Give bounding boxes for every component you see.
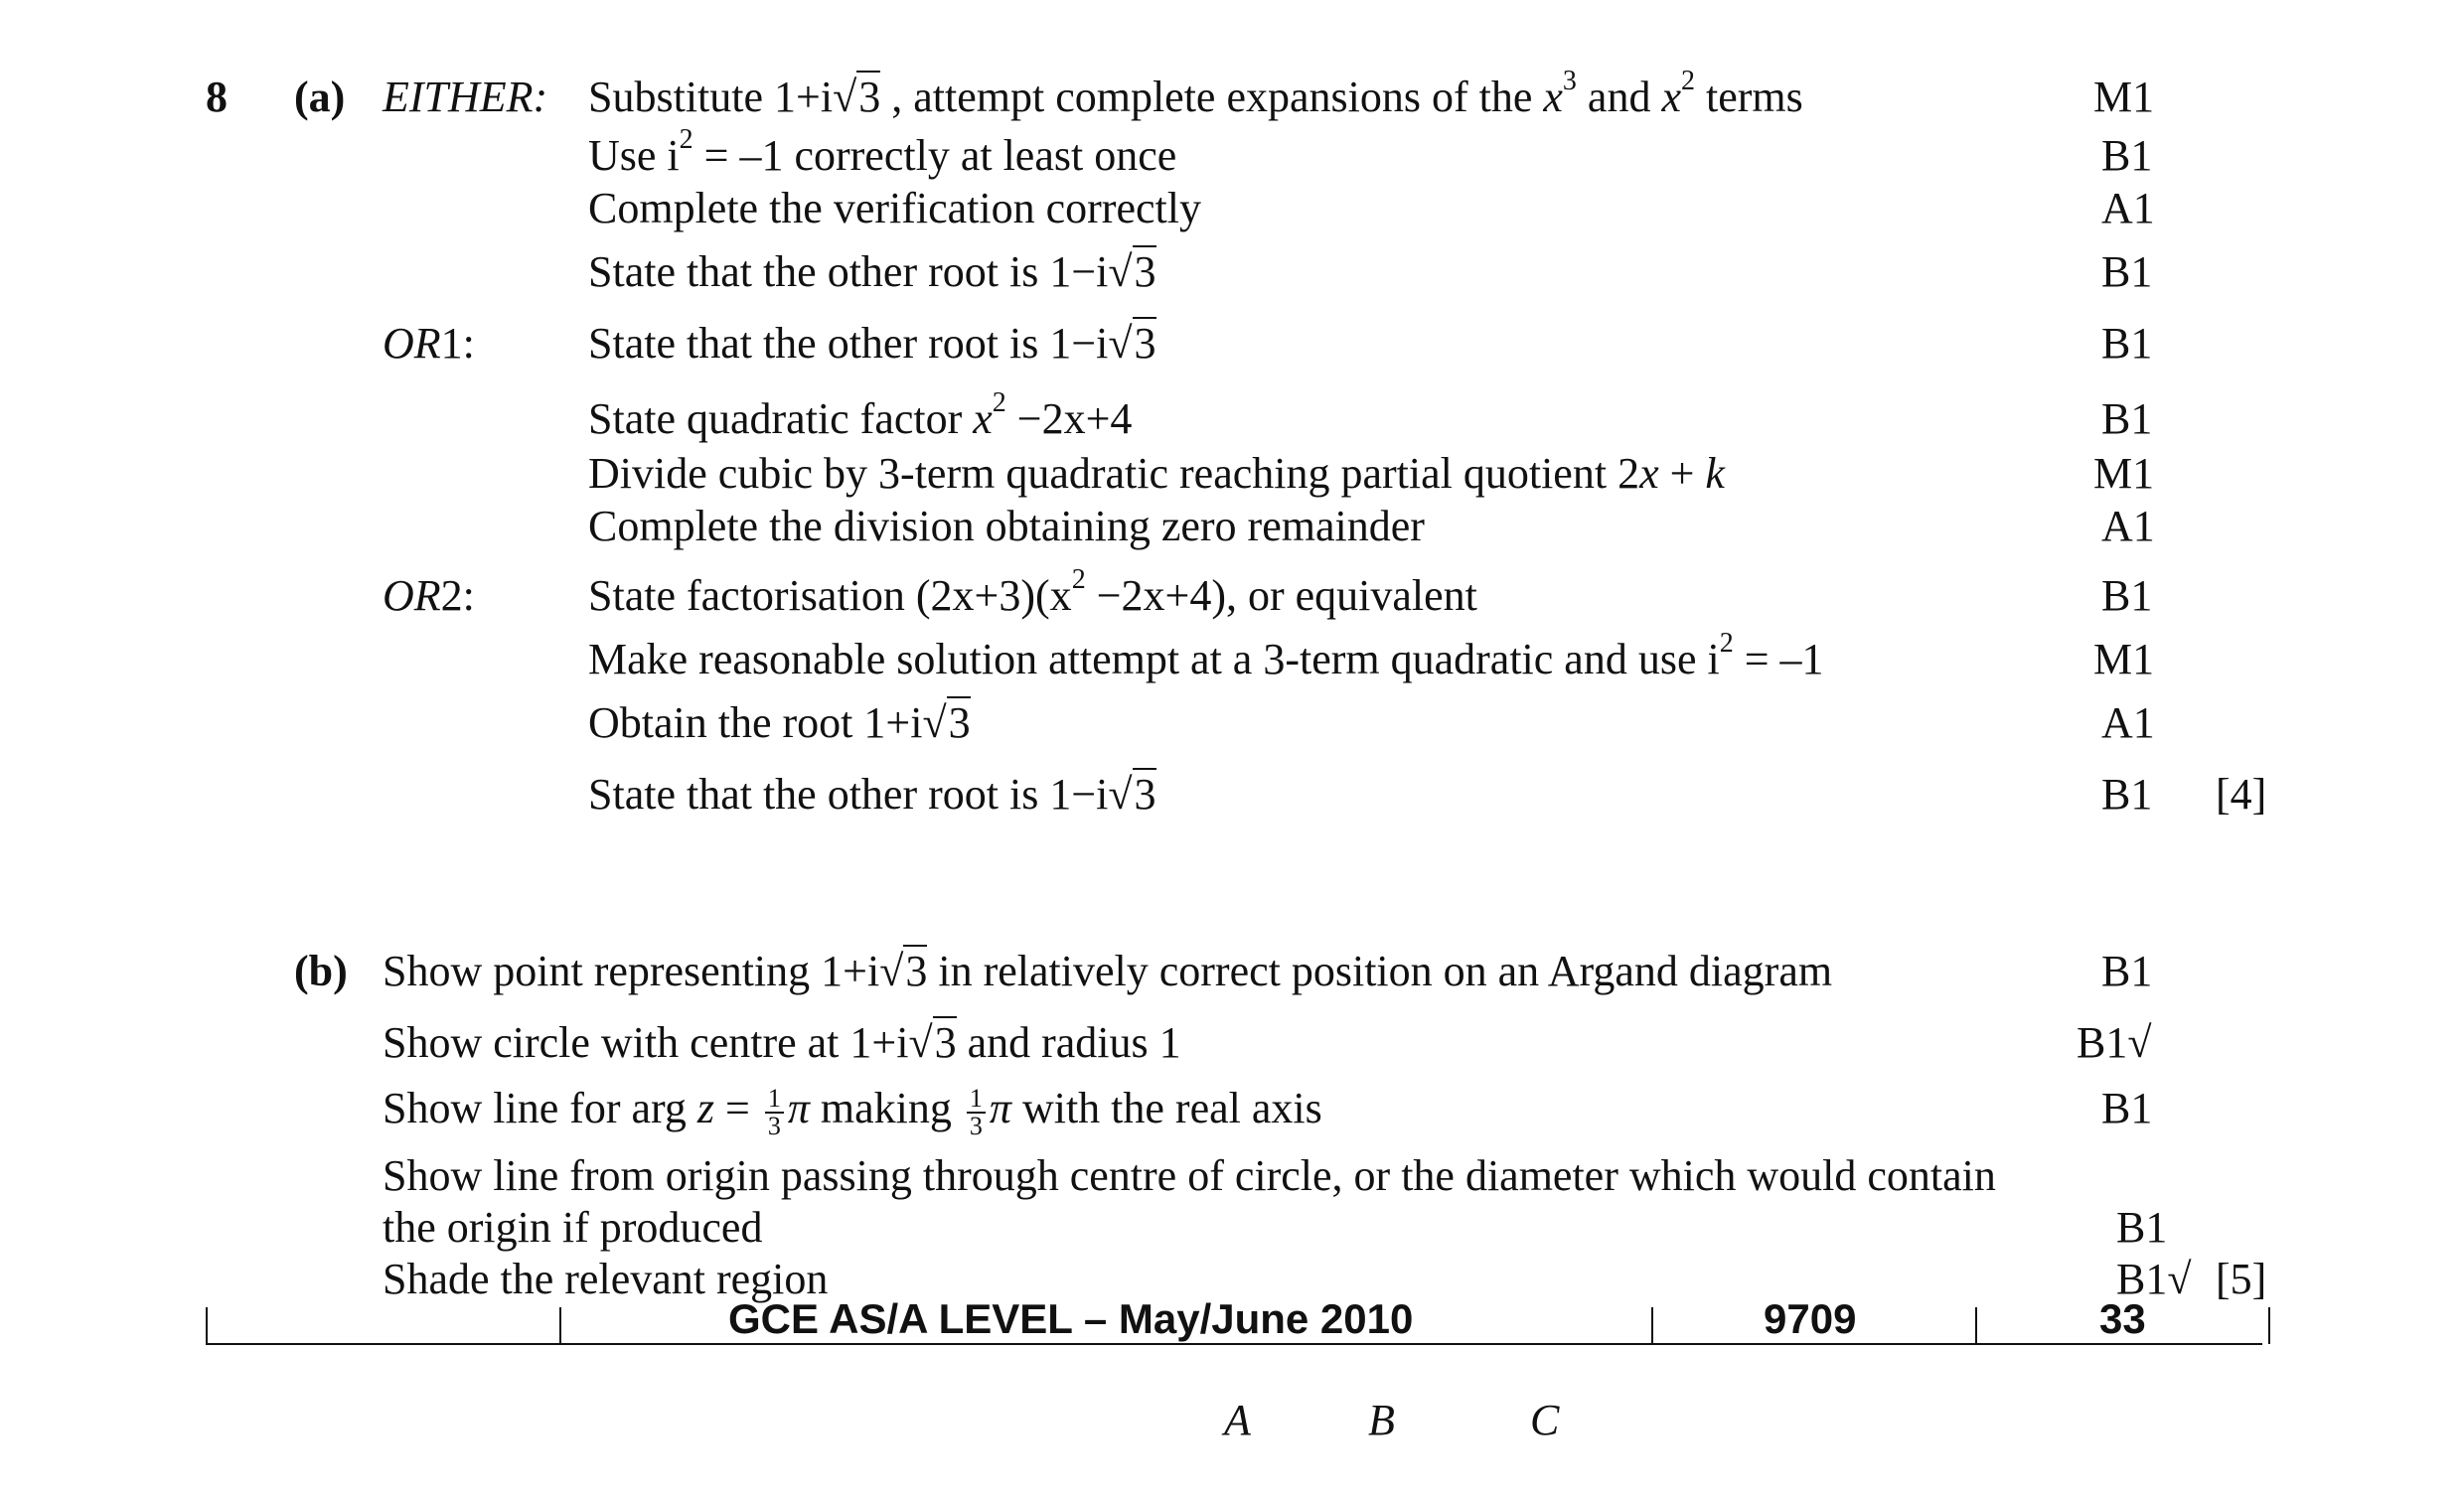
a-line-8: Complete the division obtaining zero remainder xyxy=(588,502,1425,550)
radical-sign: √ xyxy=(1108,770,1133,819)
a-line-10-text-b: = –1 xyxy=(1733,635,1824,683)
math-k: k xyxy=(1705,449,1725,498)
a-line-7-text-a: Divide cubic by 3-term quadratic reaching partial quotient 2 xyxy=(588,449,1640,498)
a-mark-1: M1 xyxy=(2093,73,2155,121)
math-factor-b: −2x+4) xyxy=(1085,571,1226,620)
a-line-4 xyxy=(588,246,1156,298)
a-mark-2: B1 xyxy=(2101,131,2153,180)
b-line-2-text-a: Show circle with centre at xyxy=(383,1018,850,1067)
a-line-1 xyxy=(588,66,1803,123)
radical-sign: √ xyxy=(833,73,857,121)
part-b-total: [5] xyxy=(2216,1255,2267,1303)
a-line-1-text-a: Substitute xyxy=(588,73,775,121)
a-mark-4: B1 xyxy=(2101,247,2153,296)
or2-label-num: 2: xyxy=(440,571,475,620)
b-line-4: Show line from origin passing through centre of circle, or the diameter which would contain xyxy=(383,1151,1996,1200)
math-three: 3 xyxy=(934,1018,957,1067)
b-mark-3: B1 xyxy=(2101,1084,2153,1132)
math-x: x xyxy=(973,394,993,443)
a-line-4-text-a: State that the other root is xyxy=(588,247,1050,296)
b-line-3-text-c: making xyxy=(809,1084,963,1132)
next-page-fragment-c: C xyxy=(1530,1396,1560,1444)
math-x: x xyxy=(1639,449,1659,498)
a-mark-3: A1 xyxy=(2101,184,2155,232)
or2-label-word: OR xyxy=(383,571,441,620)
fraction-one-third xyxy=(765,1083,784,1140)
b-line-3-text-b: = xyxy=(714,1084,761,1132)
a-line-1-text-d: terms xyxy=(1694,73,1803,121)
a-line-9-text-a: State factorisation xyxy=(588,571,916,620)
a-mark-7: M1 xyxy=(2093,449,2155,498)
a-mark-12: B1 xyxy=(2101,770,2153,819)
next-page-fragment-a: A xyxy=(1224,1396,1251,1444)
radical-sign: √ xyxy=(1108,319,1133,368)
sup-2: 2 xyxy=(1071,564,1086,595)
b-mark-2: B1√ xyxy=(2077,1018,2152,1067)
b-line-2-text-b: and radius 1 xyxy=(956,1018,1181,1067)
sup-2: 2 xyxy=(992,387,1006,418)
footer-divider xyxy=(2268,1307,2270,1344)
part-b-label: (b) xyxy=(294,947,348,995)
math-three: 3 xyxy=(948,698,971,747)
b-line-5: the origin if produced xyxy=(383,1203,763,1252)
part-a-total: [4] xyxy=(2216,770,2267,819)
math-three: 3 xyxy=(1134,247,1156,296)
part-a-label: (a) xyxy=(294,73,346,121)
a-line-2-text-a: Use i xyxy=(588,131,680,180)
b-mark-6: B1√ xyxy=(2116,1255,2192,1303)
footer-exam: GCE AS/A LEVEL – May/June 2010 xyxy=(728,1295,1414,1342)
footer-paper: 33 xyxy=(2099,1295,2146,1342)
a-mark-6: B1 xyxy=(2101,394,2153,443)
a-line-12 xyxy=(588,769,1156,821)
b-mark-5: B1 xyxy=(2116,1203,2168,1252)
a-mark-10: M1 xyxy=(2093,635,2155,683)
b-line-6: Shade the relevant region xyxy=(383,1255,829,1303)
a-line-7-text-b: + xyxy=(1658,449,1706,498)
math-one-minus: 1−i xyxy=(1049,319,1109,368)
math-three: 3 xyxy=(1134,319,1156,368)
fraction-one-third xyxy=(967,1083,986,1140)
fraction-numerator: 1 xyxy=(765,1086,784,1114)
math-three: 3 xyxy=(905,947,928,995)
or1-label xyxy=(383,318,475,370)
a-line-10-text-a: Make reasonable solution attempt at a 3-term quadratic and use i xyxy=(588,635,1720,683)
footer-divider xyxy=(559,1307,561,1344)
a-line-2 xyxy=(588,124,1177,182)
math-x: x xyxy=(1661,73,1681,121)
footer-divider xyxy=(1975,1307,1977,1344)
footer-syllabus: 9709 xyxy=(1764,1295,1857,1342)
a-line-7 xyxy=(588,448,1725,500)
fraction-denominator: 3 xyxy=(767,1111,781,1140)
sup-2: 2 xyxy=(679,124,693,155)
math-one-minus: 1−i xyxy=(1049,247,1109,296)
math-quad: −2x+4 xyxy=(1016,394,1133,443)
footer-rule xyxy=(206,1343,2262,1345)
math-one-plus: 1+i xyxy=(863,698,923,747)
a-line-11-text-a: Obtain the root xyxy=(588,698,864,747)
radical-sign: √ xyxy=(922,698,947,747)
a-line-10 xyxy=(588,628,1824,685)
a-mark-5: B1 xyxy=(2101,319,2153,368)
a-mark-9: B1 xyxy=(2101,571,2153,620)
radical-sign: √ xyxy=(879,947,904,995)
or1-label-num: 1: xyxy=(440,319,475,368)
b-line-3-text-a: Show line for arg xyxy=(383,1084,697,1132)
footer-divider xyxy=(206,1307,208,1344)
question-number: 8 xyxy=(206,73,228,121)
footer-divider xyxy=(1651,1307,1653,1344)
math-factor-a: (2x+3)(x xyxy=(915,571,1072,620)
math-pi: π xyxy=(989,1084,1011,1132)
a-line-1-text-c: and xyxy=(1576,73,1662,121)
fraction-numerator: 1 xyxy=(967,1086,986,1114)
fraction-denominator: 3 xyxy=(969,1111,983,1140)
or2-label xyxy=(383,570,475,622)
a-line-5-text-a: State that the other root is xyxy=(588,319,1050,368)
math-three: 3 xyxy=(858,73,881,121)
a-mark-8: A1 xyxy=(2101,502,2155,550)
or1-label-word: OR xyxy=(383,319,441,368)
a-line-11 xyxy=(588,697,971,749)
a-mark-11: A1 xyxy=(2101,698,2155,747)
math-three: 3 xyxy=(1134,770,1156,819)
math-one-plus: 1+i xyxy=(821,947,880,995)
a-line-6-text-a: State quadratic factor xyxy=(588,394,974,443)
math-one-plus: 1+i xyxy=(849,1018,909,1067)
radical-sign: √ xyxy=(1108,247,1133,296)
a-line-1-text-b: , attempt complete expansions of the xyxy=(880,73,1544,121)
b-line-1-text-b: in relatively correct position on an Argand diagram xyxy=(927,947,1833,995)
a-line-12-text-a: State that the other root is xyxy=(588,770,1050,819)
a-line-5 xyxy=(588,318,1156,370)
a-line-9-text-b: , or equivalent xyxy=(1225,571,1477,620)
a-line-9 xyxy=(588,564,1477,622)
sup-2: 2 xyxy=(1719,628,1734,659)
radical-sign: √ xyxy=(908,1018,933,1067)
math-one-plus: 1+i xyxy=(774,73,834,121)
either-label: EITHER: xyxy=(383,73,548,121)
sup-3: 3 xyxy=(1562,66,1577,96)
b-line-2 xyxy=(383,1017,1181,1069)
b-mark-1: B1 xyxy=(2101,947,2153,995)
math-x: x xyxy=(1543,73,1563,121)
b-line-1 xyxy=(383,946,1832,997)
math-pi: π xyxy=(787,1084,810,1132)
a-line-6 xyxy=(588,387,1133,445)
a-line-3: Complete the verification correctly xyxy=(588,184,1201,232)
math-one-minus: 1−i xyxy=(1049,770,1109,819)
sup-2: 2 xyxy=(1680,66,1695,96)
next-page-fragment-b: B xyxy=(1368,1396,1395,1444)
b-line-3 xyxy=(383,1083,1322,1139)
a-line-2-text-b: = –1 correctly at least once xyxy=(693,131,1177,180)
b-line-3-text-d: with the real axis xyxy=(1010,1084,1322,1132)
b-line-1-text-a: Show point representing xyxy=(383,947,822,995)
math-z: z xyxy=(696,1084,715,1132)
